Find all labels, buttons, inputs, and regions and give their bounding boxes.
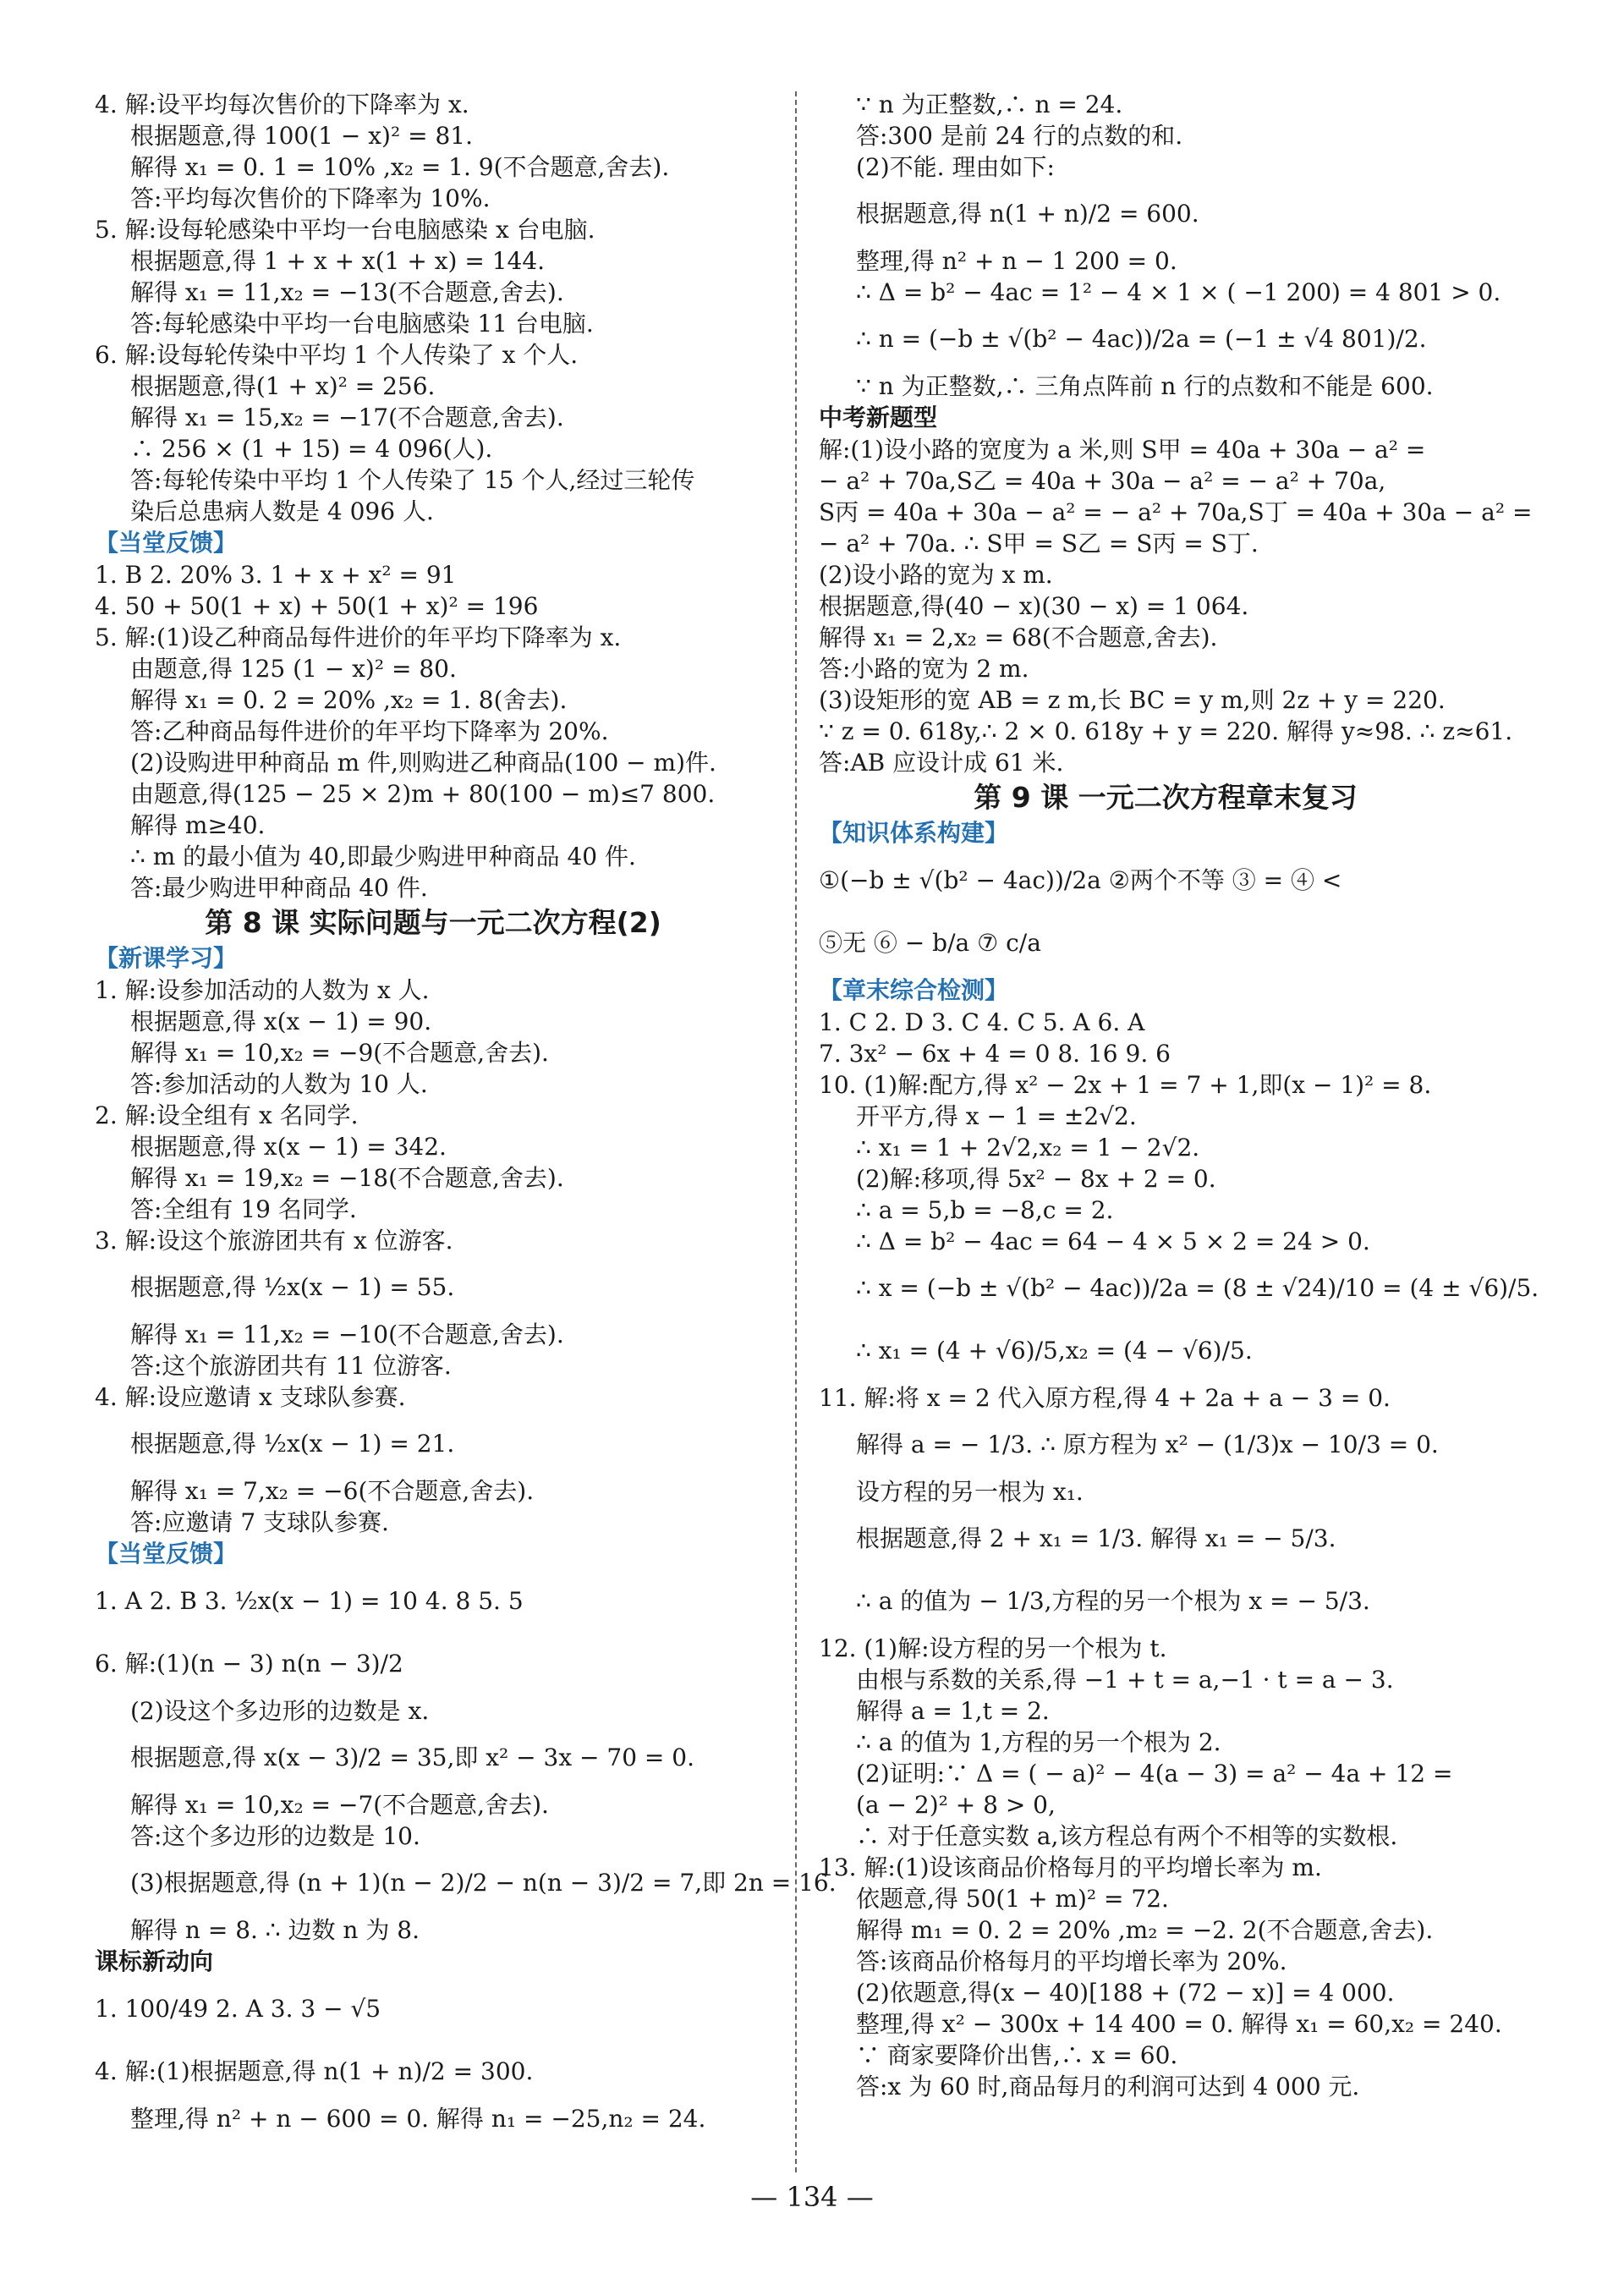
section-heading: 【当堂反馈】: [95, 1540, 238, 1568]
text-line: ⑤无 ⑥ − b/a ⑦ c/a: [819, 929, 1041, 957]
text-line: 根据题意,得 ½x(x − 1) = 55.: [130, 1273, 455, 1301]
text-line: 开平方,得 x − 1 = ±2√2.: [856, 1102, 1137, 1130]
text-line: 解得 x₁ = 7,x₂ = −6(不合题意,舍去).: [130, 1477, 535, 1505]
text-line: 解得 m≥40.: [130, 811, 266, 839]
subsection-heading: 课标新动向: [95, 1947, 214, 1975]
text-line: ∵ 商家要降价出售,∴ x = 60.: [856, 2041, 1178, 2069]
section-heading: 【知识体系构建】: [819, 819, 1009, 847]
text-line: 11. 解:将 x = 2 代入原方程,得 4 + 2a + a − 3 = 0.: [819, 1384, 1391, 1412]
text-line: 解得 m₁ = 0. 2 = 20% ,m₂ = −2. 2(不合题意,舍去).: [856, 1916, 1434, 1944]
text-line: 根据题意,得 1 + x + x(1 + x) = 144.: [130, 247, 546, 275]
text-line: 1. B 2. 20% 3. 1 + x + x² = 91: [95, 561, 457, 589]
text-line: 答:这个旅游团共有 11 位游客.: [130, 1352, 452, 1380]
text-line: ∴ n = (−b ± √(b² − 4ac))/2a = (−1 ± √4 801)/2.: [856, 325, 1427, 353]
text-line: 解得 x₁ = 0. 2 = 20% ,x₂ = 1. 8(舍去).: [130, 686, 568, 714]
text-line: − a² + 70a. ∴ S甲 = S乙 = S丙 = S丁.: [819, 530, 1259, 557]
text-line: 1. A 2. B 3. ½x(x − 1) = 10 4. 8 5. 5: [95, 1587, 524, 1615]
text-line: 答:每轮感染中平均一台电脑感染 11 台电脑.: [130, 310, 594, 338]
lesson-title: 第 9 课 一元二次方程章末复习: [974, 781, 1358, 814]
text-line: 1. 100/49 2. A 3. 3 − √5: [95, 1995, 381, 2023]
text-line: 设方程的另一根为 x₁.: [856, 1478, 1084, 1506]
text-line: 整理,得 x² − 300x + 14 400 = 0. 解得 x₁ = 60,x₂ = 240.: [856, 2010, 1502, 2038]
section-heading: 【当堂反馈】: [95, 529, 238, 557]
text-line: ∵ z = 0. 618y,∴ 2 × 0. 618y + y = 220. 解得 y≈98. ∴ z≈61.: [819, 717, 1513, 745]
text-line: 答:300 是前 24 行的点数的和.: [856, 122, 1183, 150]
text-line: − a² + 70a,S乙 = 40a + 30a − a² = − a² + 70a,: [819, 467, 1386, 495]
text-line: 根据题意,得 2 + x₁ = 1/3. 解得 x₁ = − 5/3.: [856, 1524, 1336, 1552]
text-line: 解:(1)设小路的宽度为 a 米,则 S甲 = 40a + 30a − a² =: [819, 436, 1426, 464]
text-line: 答:参加活动的人数为 10 人.: [130, 1070, 428, 1098]
subsection-heading: 中考新题型: [819, 404, 938, 431]
text-line: 根据题意,得 x(x − 1) = 342.: [130, 1133, 447, 1161]
text-line: 12. (1)解:设方程的另一个根为 t.: [819, 1634, 1167, 1662]
text-line: (3)设矩形的宽 AB = z m,长 BC = y m,则 2z + y = 220.: [819, 686, 1446, 714]
lesson-title: 第 8 课 实际问题与一元二次方程(2): [205, 906, 661, 939]
text-line: 答:该商品价格每月的平均增长率为 20%.: [856, 1947, 1287, 1975]
text-line: 答:小路的宽为 2 m.: [819, 655, 1029, 683]
text-line: (2)设小路的宽为 x m.: [819, 561, 1053, 589]
text-line: ∴ a = 5,b = −8,c = 2.: [856, 1196, 1114, 1224]
text-line: ∴ Δ = b² − 4ac = 1² − 4 × 1 × ( −1 200) = 4 801 > 0.: [856, 278, 1501, 306]
text-line: (a − 2)² + 8 > 0,: [856, 1791, 1056, 1819]
text-line: 根据题意,得 n(1 + n)/2 = 600.: [856, 200, 1199, 228]
text-line: 染后总患病人数是 4 096 人.: [130, 497, 434, 525]
section-heading: 【新课学习】: [95, 944, 238, 972]
text-line: 解得 x₁ = 10,x₂ = −9(不合题意,舍去).: [130, 1039, 549, 1067]
text-line: 由题意,得(125 − 25 × 2)m + 80(100 − m)≤7 800.: [130, 780, 716, 808]
text-line: 整理,得 n² + n − 1 200 = 0.: [856, 247, 1177, 275]
text-line: (2)依题意,得(x − 40)[188 + (72 − x)] = 4 000.: [856, 1979, 1395, 2007]
text-line: 答:平均每次售价的下降率为 10%.: [130, 184, 491, 212]
text-line: 解得 x₁ = 11,x₂ = −13(不合题意,舍去).: [130, 278, 564, 306]
text-line: ∵ n 为正整数,∴ 三角点阵前 n 行的点数和不能是 600.: [856, 372, 1434, 400]
text-line: 依题意,得 50(1 + m)² = 72.: [856, 1885, 1169, 1913]
text-line: 答:x 为 60 时,商品每月的利润可达到 4 000 元.: [856, 2073, 1360, 2101]
text-line: 解得 x₁ = 2,x₂ = 68(不合题意,舍去).: [819, 623, 1218, 651]
text-line: 根据题意,得 x(x − 3)/2 = 35,即 x² − 3x − 70 = 0.: [130, 1744, 694, 1771]
text-line: 答:每轮传染中平均 1 个人传染了 15 个人,经过三轮传: [130, 466, 695, 494]
text-line: 13. 解:(1)设该商品价格每月的平均增长率为 m.: [819, 1853, 1322, 1881]
text-line: ∴ x₁ = 1 + 2√2,x₂ = 1 − 2√2.: [856, 1134, 1200, 1161]
section-heading: 【章末综合检测】: [819, 976, 1009, 1004]
text-line: 解得 a = − 1/3. ∴ 原方程为 x² − (1/3)x − 10/3 = 0.: [856, 1431, 1439, 1458]
text-line: ∴ x = (−b ± √(b² − 4ac))/2a = (8 ± √24)/10 = (4 ± √6)/5.: [856, 1274, 1539, 1302]
text-line: 5. 解:设每轮感染中平均一台电脑感染 x 台电脑.: [95, 216, 595, 244]
text-line: (2)证明:∵ Δ = ( − a)² − 4(a − 3) = a² − 4a + 12 =: [856, 1760, 1453, 1788]
text-line: 10. (1)解:配方,得 x² − 2x + 1 = 7 + 1,即(x − 1)² = 8.: [819, 1071, 1432, 1099]
text-line: ①(−b ± √(b² − 4ac))/2a ②两个不等 ③ = ④ <: [819, 866, 1342, 894]
text-line: 整理,得 n² + n − 600 = 0. 解得 n₁ = −25,n₂ = 24.: [130, 2105, 706, 2133]
text-line: 根据题意,得(40 − x)(30 − x) = 1 064.: [819, 592, 1249, 620]
left-column: [95, 89, 837, 2134]
text-line: 解得 n = 8. ∴ 边数 n 为 8.: [130, 1916, 420, 1944]
text-line: ∴ 256 × (1 + 15) = 4 096(人).: [130, 435, 493, 463]
text-line: 根据题意,得 ½x(x − 1) = 21.: [130, 1430, 455, 1458]
right-column: [819, 89, 1539, 2102]
text-line: 解得 x₁ = 0. 1 = 10% ,x₂ = 1. 9(不合题意,舍去).: [130, 153, 670, 181]
text-line: 根据题意,得(1 + x)² = 256.: [130, 372, 436, 400]
text-line: 6. 解:设每轮传染中平均 1 个人传染了 x 个人.: [95, 341, 579, 369]
text-line: 7. 3x² − 6x + 4 = 0 8. 16 9. 6: [819, 1040, 1171, 1068]
text-line: 根据题意,得 x(x − 1) = 90.: [130, 1008, 432, 1035]
text-line: 解得 x₁ = 11,x₂ = −10(不合题意,舍去).: [130, 1321, 564, 1348]
text-line: 解得 x₁ = 19,x₂ = −18(不合题意,舍去).: [130, 1164, 564, 1192]
text-line: 答:全组有 19 名同学.: [130, 1195, 357, 1223]
text-line: 4. 解:(1)根据题意,得 n(1 + n)/2 = 300.: [95, 2057, 534, 2085]
text-line: 答:乙种商品每件进价的年平均下降率为 20%.: [130, 717, 609, 745]
text-line: 根据题意,得 100(1 − x)² = 81.: [130, 122, 473, 150]
text-line: ∴ x₁ = (4 + √6)/5,x₂ = (4 − √6)/5.: [856, 1337, 1253, 1365]
text-line: 答:AB 应设计成 61 米.: [819, 749, 1064, 777]
text-line: 解得 x₁ = 10,x₂ = −7(不合题意,舍去).: [130, 1791, 549, 1819]
text-line: (2)设购进甲种商品 m 件,则购进乙种商品(100 − m)件.: [130, 749, 716, 777]
text-line: (3)根据题意,得 (n + 1)(n − 2)/2 − n(n − 3)/2 = 7,即 2n = 16.: [130, 1869, 837, 1897]
text-line: 解得 x₁ = 15,x₂ = −17(不合题意,舍去).: [130, 404, 564, 431]
text-line: ∴ a 的值为 − 1/3,方程的另一个根为 x = − 5/3.: [856, 1587, 1370, 1615]
text-line: (2)设这个多边形的边数是 x.: [130, 1697, 430, 1725]
text-line: ∴ m 的最小值为 40,即最少购进甲种商品 40 件.: [130, 843, 636, 870]
page-number: — 134 —: [750, 2181, 874, 2213]
text-line: 解得 a = 1,t = 2.: [856, 1697, 1050, 1725]
text-line: 1. 解:设参加活动的人数为 x 人.: [95, 976, 430, 1004]
text-line: (2)不能. 理由如下:: [856, 153, 1055, 181]
text-line: 答:最少购进甲种商品 40 件.: [130, 874, 428, 902]
text-line: 4. 50 + 50(1 + x) + 50(1 + x)² = 196: [95, 592, 539, 620]
text-line: 1. C 2. D 3. C 4. C 5. A 6. A: [819, 1008, 1145, 1036]
text-line: (2)解:移项,得 5x² − 8x + 2 = 0.: [856, 1165, 1216, 1193]
text-line: ∵ n 为正整数,∴ n = 24.: [856, 91, 1123, 118]
text-line: S丙 = 40a + 30a − a² = − a² + 70a,S丁 = 40a + 30a − a² =: [819, 498, 1533, 526]
text-line: 答:这个多边形的边数是 10.: [130, 1822, 420, 1850]
text-line: ∴ Δ = b² − 4ac = 64 − 4 × 5 × 2 = 24 > 0.: [856, 1227, 1370, 1255]
text-line: ∴ 对于任意实数 a,该方程总有两个不相等的实数根.: [856, 1822, 1398, 1850]
text-line: 5. 解:(1)设乙种商品每件进价的年平均下降率为 x.: [95, 623, 622, 651]
text-line: 4. 解:设平均每次售价的下降率为 x.: [95, 91, 469, 118]
text-line: 3. 解:设这个旅游团共有 x 位游客.: [95, 1227, 453, 1255]
text-line: ∴ a 的值为 1,方程的另一个根为 2.: [856, 1728, 1221, 1756]
text-line: 答:应邀请 7 支球队参赛.: [130, 1508, 389, 1536]
text-line: 6. 解:(1)(n − 3) n(n − 3)/2: [95, 1650, 403, 1678]
text-line: 2. 解:设全组有 x 名同学.: [95, 1101, 359, 1129]
text-line: 由题意,得 125 (1 − x)² = 80.: [130, 655, 457, 683]
text-line: 由根与系数的关系,得 −1 + t = a,−1 · t = a − 3.: [856, 1666, 1394, 1694]
text-line: 4. 解:设应邀请 x 支球队参赛.: [95, 1383, 406, 1411]
